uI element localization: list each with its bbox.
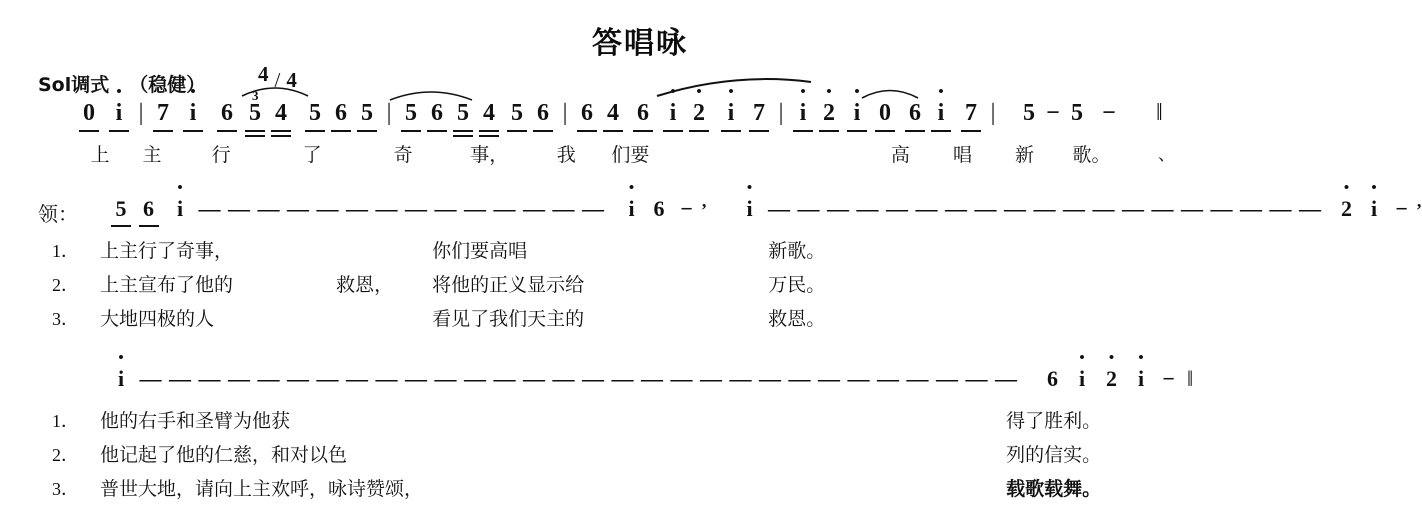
breath-mark: ’ [1416,200,1422,220]
note: 6 [140,196,158,222]
slur-mark-1 [240,80,310,98]
note: • i [1365,196,1383,222]
note: • 2 [1338,196,1356,222]
verse-text-col3: 将他的正义显示给 [432,274,585,296]
note: 6 [653,196,665,221]
verse-number: 1． [52,241,79,261]
note: • i [112,366,130,392]
lyric-syllable: 新 [1015,144,1035,166]
verse-text-col3: 你们要高唱 [432,240,528,262]
note: − [680,196,693,221]
verse-text-col4: 载歌载舞。 [1006,478,1102,500]
lyric-syllable: 唱 [952,144,972,166]
verse-text-col1: 普世大地，请向上主欢呼，咏诗赞颂， [100,478,424,500]
intro-staff-notes: 0 • i | 7 • i 6 5 4 5 6 5 | 5 6 5 4 5 6 | 6 4 6 • i • 2 • i 7 | • i • 2 • i 0 6 • i 7 | 5 − 5 − ‖ [80,100,1161,127]
verse-text-col1: 他的右手和圣臂为他获 [100,410,291,432]
lead-verse-row [52,304,908,331]
slur-mark-2 [388,84,474,102]
note: • i [741,196,759,222]
lyric-syllable: 高 [890,144,910,166]
verse-text-col1: 他记起了他的仁慈，和对以色 [100,444,348,466]
lead-verse-row [52,270,908,297]
lead-staff-notes [112,196,1422,222]
verse-text-col4: 救恩。 [768,308,826,330]
note: 5 [112,196,130,222]
breath-mark-1: 、 [1158,145,1175,164]
verse-number: 2． [52,275,79,295]
lyric-syllable: 上 [90,144,110,166]
verse-text-col1: 上主行了奇事， [100,240,234,262]
final-verse-row [52,406,1101,433]
time-signature-numerator: 4 [258,62,269,86]
time-signature-denominator: 4 [286,68,297,92]
time-signature-slash: / [274,68,281,92]
lyric-syllable: 事， [470,144,509,166]
slur-mark-3 [654,72,814,98]
verse-text-col1: 大地四极的人 [100,308,215,330]
lyric-syllable: 了 [302,144,322,166]
lyric-syllable: 奇 [393,144,413,166]
final-verse-row [52,474,1101,501]
lyric-syllable: 行 [211,144,231,166]
lead-verse-row [52,236,908,263]
tempo-mood-label: （稳健） [129,74,206,96]
note: − [1162,366,1175,391]
lyric-syllable: 主 [142,144,162,166]
key-signature-label: Sol调式 [38,74,110,96]
tuplet-number: 3 [252,88,259,103]
verse-number: 3． [52,309,79,329]
note: • i [1132,366,1150,392]
note: 6 [1047,366,1058,391]
breath-mark: ’ [701,200,707,220]
lyric-syllable: 我 [556,144,576,166]
note: • i [623,196,641,222]
verse-number: 2． [52,445,79,465]
intro-lyrics [80,140,1125,167]
final-barline: ‖ [1187,366,1192,391]
page-title: 答唱咏 [592,26,688,61]
verse-number: 1． [52,411,79,431]
lyric-syllable: 们要 [611,144,650,166]
verse-text-col3: 看见了我们天主的 [432,308,585,330]
note: − [1395,196,1408,221]
verse-text-col1: 上主宣布了他的 [100,274,234,296]
final-staff-notes [112,366,1191,392]
score-header [38,70,205,97]
verse-text-col4: 新歌。 [768,240,826,262]
lead-label: 领： [38,202,78,226]
note: • 2 [1103,366,1121,392]
final-verse-row [52,440,1101,467]
verse-text-col2: 救恩， [336,274,394,296]
verse-text-col4: 得了胜利。 [1006,410,1102,432]
hold-dashes-2: — — — — — — — — — — — — — — — — — — — [768,196,1322,221]
note: • i [1073,366,1091,392]
slur-mark-4 [860,82,920,100]
hold-dashes: — — — — — — — — — — — — — — — — — — — — — — — — — — — — — — [139,366,1018,391]
lyric-syllable: 歌。 [1072,144,1111,166]
verse-text-col4: 列的信实。 [1006,444,1102,466]
hold-dashes: — — — — — — — — — — — — — — [198,196,605,221]
verse-number: 3． [52,479,79,499]
note: • i [171,196,189,222]
verse-text-col4: 万民。 [768,274,826,296]
